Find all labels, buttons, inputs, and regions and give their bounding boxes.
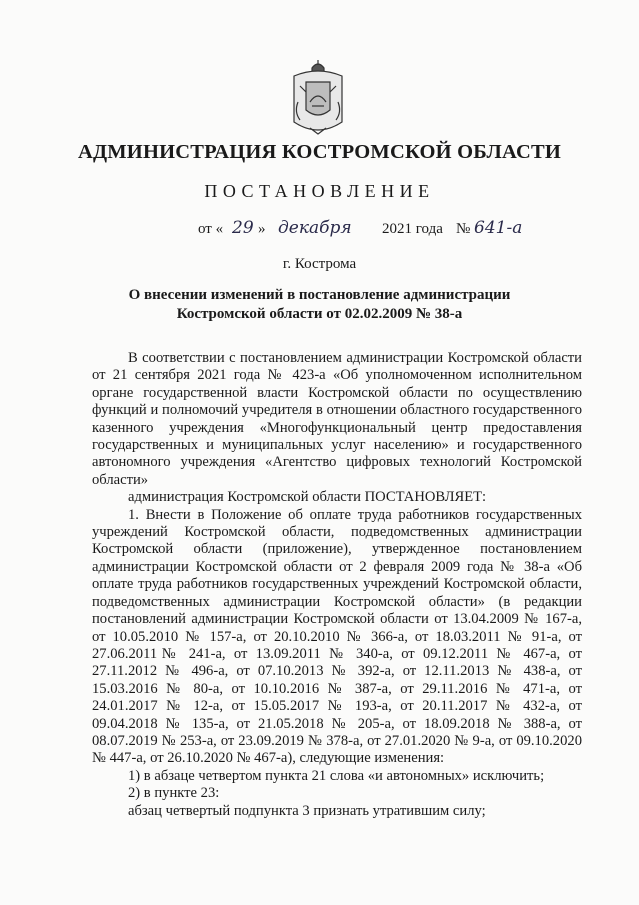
date-day-close: »	[258, 221, 266, 237]
number-prefix: №	[456, 221, 471, 237]
preamble-paragraph: В соответствии с постановлением администрации Костромской области от 21 сентября 2021 года № 423-а «Об уполномоченном исполнительном органе государственной власти Костромской области по осуществлению функций и полномочий учредителя в отношении областного государственного казенного учреждения «Многофункциональный центр предоставления государственных и муниципальных услуг населению» и государственного автономного учреждения «Агентство цифровых технологий Костромской области»	[92, 350, 582, 488]
subitem-2-paragraph: 2) в пункте 23:	[128, 785, 220, 802]
subitem-2-text-paragraph: абзац четвертый подпункта 3 признать утратившим силу;	[128, 802, 486, 819]
decree-paragraph: администрация Костромской области ПОСТАНОВЛЯЕТ:	[128, 489, 487, 506]
city: г. Кострома	[282, 256, 357, 272]
date-year: 2021 года	[382, 221, 443, 237]
document-body	[92, 350, 582, 820]
subitem-1-paragraph: 1) в абзаце четвертом пункта 21 слова «и автономных» исключить;	[128, 767, 545, 784]
organization-name: АДМИНИСТРАЦИЯ КОСТРОМСКОЙ ОБЛАСТИ	[77, 141, 562, 163]
document-title-line-2: Костромской области от 02.02.2009 № 38-а	[176, 306, 463, 322]
date-month: декабря	[278, 218, 352, 238]
document-title-line-1: О внесении изменений в постановление администрации	[128, 287, 511, 303]
date-prefix: от «	[198, 221, 224, 237]
document-number: 641-а	[474, 218, 523, 238]
coat-of-arms-icon	[286, 58, 350, 138]
document-type: ПОСТАНОВЛЕНИЕ	[204, 181, 435, 201]
date-day: 29	[232, 218, 254, 238]
item-1-paragraph: 1. Внести в Положение об оплате труда работников государственных учреждений Костромской области, подведомственных администрации Костромской области (приложение), утвержденное постановлением администрации Костромской области от 2 февраля 2009 года № 38-а «Об оплате труда работников государственных учреждений Костромской области, подведомственных администрации Костромской области» (в редакции постановлений администрации Костромской области от 13.04.2009 № 167-а, от 10.05.2010 № 157-а, от 20.10.2010 № 366-а, от 18.03.2011 № 91-а, от 27.06.2011№ 241-а, от 13.09.2011 № 340-а, от 09.12.2011 № 467-а, от 27.11.2012 № 496-а, от 07.10.2013 № 392-а, от 12.11.2013 № 438-а, от 15.03.2016 № 80-а, от 10.10.2016 № 387-а, от 29.11.2016 № 471-а, от 24.01.2017 № 12-а, от 15.05.2017 № 193-а, от 20.11.2017 № 432-а, от 09.04.2018 № 135-а, от 21.05.2018 № 205-а, от 18.09.2018 № 388-а, от 08.07.2019 № 253-а, от 23.09.2019 № 378-а, от 27.01.2020 № 9-а, от 09.10.2020 № 447-а, от 26.10.2020 № 467-а), следующие изменения:	[92, 506, 582, 767]
